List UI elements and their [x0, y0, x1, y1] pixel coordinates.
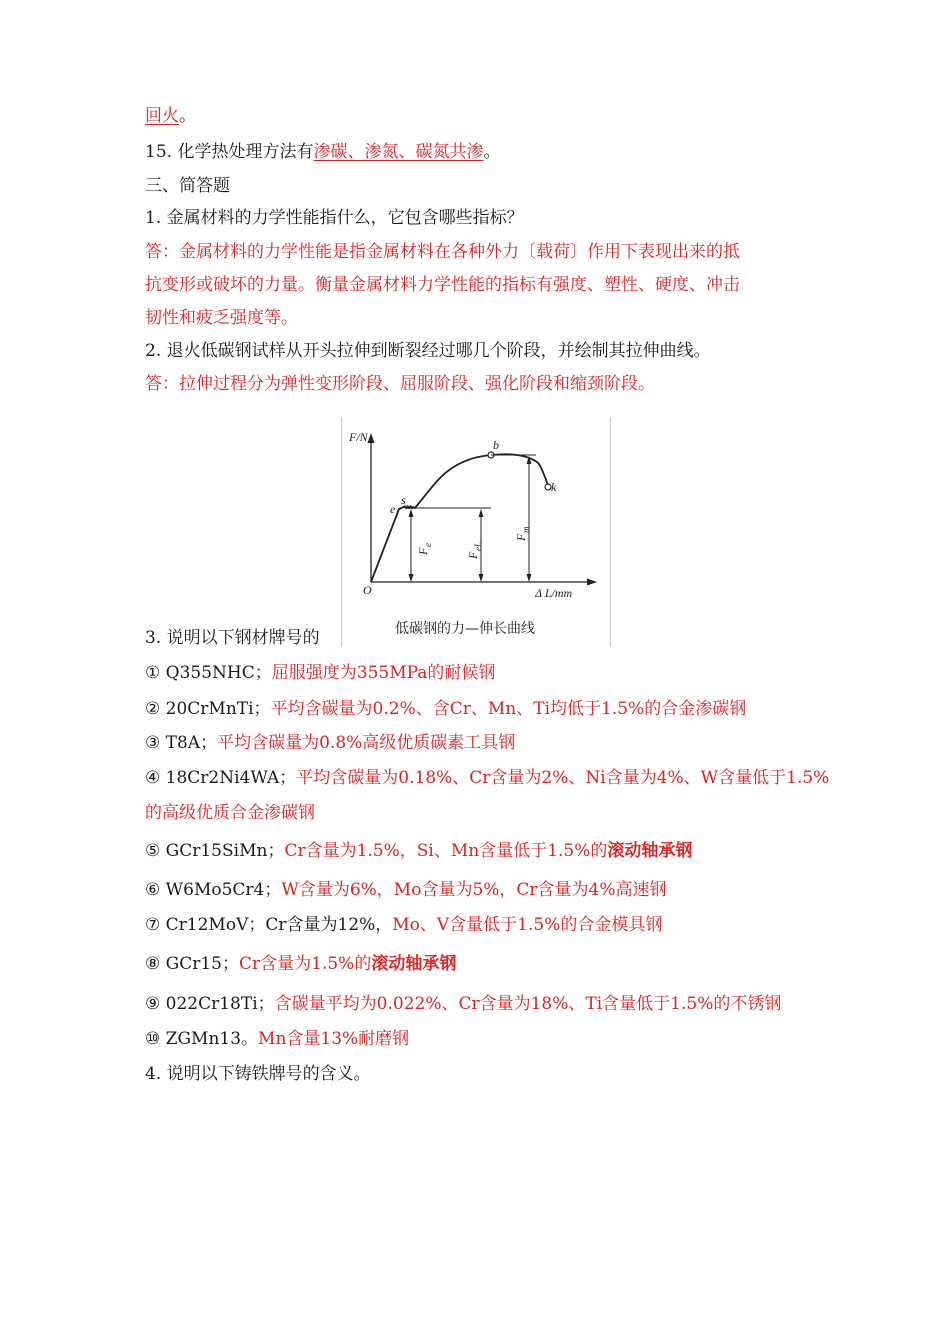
item-number: ⑨ — [145, 994, 161, 1014]
sa3-question: 3. 说明以下钢材牌号的 — [145, 628, 320, 648]
q14-answer-line — [145, 105, 196, 127]
steel-code: 20CrMnTi； — [165, 699, 271, 719]
q15-line — [145, 141, 500, 163]
fm-arrow-head-bottom — [527, 574, 532, 582]
point-b-label: b — [493, 438, 499, 452]
steel-code: Cr12MoV； — [165, 915, 266, 935]
steel-type-bold: 滚动轴承钢 — [371, 954, 457, 974]
steel-description: 平均含碳量为0.8%高级优质碳素工具钢 — [217, 733, 516, 753]
steel-description: Mn含量13%耐磨钢 — [258, 1029, 410, 1049]
fe-label — [416, 543, 433, 556]
steel-type-bold: 滚动轴承钢 — [607, 841, 693, 861]
fel-arrow-head-top — [479, 509, 484, 517]
steel-description: 含碳量平均为0.022%、Cr含量为18%、Ti含量低于1.5%的不锈钢 — [274, 994, 782, 1014]
fel-label — [466, 542, 483, 560]
sa1-answer-line-2: 抗变形或破坏的力量。衡量金属材料力学性能的指标有强度、塑性、硬度、冲击 — [145, 275, 740, 295]
figure-caption: 低碳钢的力—伸长曲线 — [395, 621, 535, 637]
steel-code: ZGMn13。 — [165, 1029, 259, 1049]
steel-item-4-continued: 的高级优质合金渗碳钢 — [145, 803, 315, 823]
steel-code: Q355NHC； — [165, 663, 272, 683]
steel-item-10 — [145, 1028, 409, 1050]
x-axis-label: Δ L/mm — [535, 586, 573, 600]
sa1-question: 1. 金属材料的力学性能指什么，它包含哪些指标？ — [145, 208, 524, 228]
fel-arrow-head-bottom — [479, 574, 484, 582]
steel-description: 平均含碳量为0.18%、Cr含量为2%、Ni含量为4%、W含量低于1.5% — [296, 768, 830, 788]
q15-end: 。 — [483, 142, 501, 162]
svg-text:e: e — [423, 543, 433, 547]
point-s-label: s — [401, 493, 406, 507]
item-number: ③ — [145, 733, 161, 753]
sa2-question: 2. 退火低碳钢试样从开头拉伸到断裂经过哪几个阶段，并绘制其拉伸曲线。 — [145, 341, 711, 361]
steel-item-3 — [145, 732, 515, 754]
q14-answer: 回火 — [145, 106, 179, 126]
steel-code: GCr15SiMn； — [165, 841, 285, 861]
sa4-question: 4. 说明以下铸铁牌号的含义。 — [145, 1064, 371, 1084]
steel-code: 18Cr2Ni4WA； — [165, 768, 297, 788]
steel-description: 屈服强度为355MPa的耐候钢 — [271, 663, 496, 683]
svg-text:eL: eL — [473, 542, 483, 551]
steel-code: W6Mo5Cr4； — [165, 880, 282, 900]
item-number: ② — [145, 699, 161, 719]
q15-answer: 渗碳、渗氮、碳氮共渗 — [313, 142, 484, 162]
svg-text:F: F — [466, 551, 480, 559]
steel-item-4 — [145, 767, 829, 789]
steel-description: W含量为6%，Mo含量为5%，Cr含量为4%高速钢 — [281, 880, 667, 900]
steel-code: 022Cr18Ti； — [165, 994, 275, 1014]
steel-item-7 — [145, 914, 662, 936]
section-heading: 三、简答题 — [145, 176, 230, 196]
item-number: ⑩ — [145, 1029, 161, 1049]
sa1-answer-line-1: 答：金属材料的力学性能是指金属材料在各种外力〔载荷〕作用下表现出来的抵 — [145, 242, 740, 262]
svg-text:F: F — [514, 533, 528, 541]
steel-item-9 — [145, 993, 781, 1015]
fe-arrow-head-top — [409, 509, 414, 517]
item-number: ① — [145, 663, 161, 683]
steel-item-6 — [145, 879, 667, 901]
tensile-curve-figure — [341, 417, 611, 647]
steel-code: GCr15； — [165, 954, 240, 974]
steel-item-5 — [145, 840, 692, 862]
item-number: ⑤ — [145, 841, 161, 861]
item-number: ⑥ — [145, 880, 161, 900]
sa1-answer-line-3: 韧性和疲乏强度等。 — [145, 308, 298, 328]
fe-arrow-head-bottom — [409, 574, 414, 582]
item-number: ⑧ — [145, 954, 161, 974]
y-axis-arrow — [368, 433, 375, 443]
y-axis-label: F/N — [349, 430, 368, 444]
point-k-label: k — [551, 480, 557, 494]
steel-description: Cr含量为1.5%的 — [239, 954, 372, 974]
steel-description-black: Cr含量为12%， — [265, 915, 393, 935]
svg-text:F: F — [416, 547, 430, 555]
tensile-curve-svg — [341, 417, 611, 647]
item-number: ⑦ — [145, 915, 161, 935]
steel-description: Mo、V含量低于1.5%的合金模具钢 — [392, 915, 663, 935]
origin-label: O — [363, 583, 372, 597]
steel-description: Cr含量为1.5%，Si、Mn含量低于1.5%的 — [284, 841, 608, 861]
q14-end: 。 — [179, 106, 196, 126]
svg-text:m: m — [521, 526, 531, 533]
steel-item-2 — [145, 698, 746, 720]
steel-description: 平均含碳量为0.2%、含Cr、Mn、Ti均低于1.5%的合金渗碳钢 — [270, 699, 747, 719]
point-e-label: e — [390, 502, 396, 516]
q15-prefix: 15. 化学热处理方法有 — [145, 142, 314, 162]
sa2-answer: 答：拉伸过程分为弹性变形阶段、屈服阶段、强化阶段和缩颈阶段。 — [145, 374, 655, 394]
x-axis-arrow — [587, 579, 597, 586]
force-elongation-curve — [371, 454, 548, 582]
fm-label — [514, 526, 531, 542]
steel-code: T8A； — [165, 733, 218, 753]
item-number: ④ — [145, 768, 161, 788]
steel-item-8 — [145, 953, 456, 975]
steel-item-1 — [145, 662, 495, 684]
